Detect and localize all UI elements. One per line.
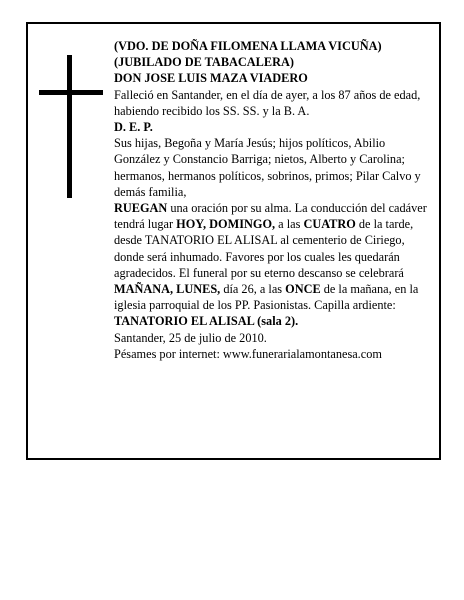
cross-horizontal-bar: [39, 90, 103, 95]
place-date: Santander, 25 de julio de 2010.: [114, 330, 267, 345]
widower-line: (VDO. DE DOÑA FILOMENA LLAMA VICUÑA): [114, 39, 382, 53]
family-list: Sus hijas, Begoña y María Jesús; hijos políticos, Abilio González y Constancio Barriga; nietos, Alberto y Carolina; hermanos, hermanos políticos, sobrinos, primos; Pilar Calvo y demás familia,: [114, 136, 421, 199]
obituary-notice: [26, 22, 441, 460]
today-sunday-text: HOY, DOMINGO,: [176, 217, 276, 232]
deceased-name: DON JOSE LUIS MAZA VIADERO: [114, 71, 308, 86]
rip-line: D. E. P.: [114, 120, 153, 135]
ruegan-text: RUEGAN: [114, 201, 168, 216]
eleven-text: ONCE: [285, 282, 321, 297]
tomorrow-monday-text: MAÑANA, LUNES,: [114, 282, 221, 297]
cross-vertical-bar: [67, 55, 72, 198]
death-announcement: Falleció en Santander, en el día de ayer, a los 87 años de edad, habiendo recibido los SS. SS. y la B. A.: [114, 87, 421, 118]
retired-line: (JUBILADO DE TABACALERA): [114, 55, 294, 70]
notice-text: [114, 38, 434, 362]
ceremony-details: RUEGAN una oración por su alma. La conducción del cadáver tendrá lugar HOY, DOMINGO, a las CUATRO de la tarde, desde TANATORIO EL ALISAL al cementerio de Ciriego, donde será inhumado. Favores por los cuales les quedarán agradecidos. El funeral por su eterno descanso se celebrará MAÑANA, LUNES, día 26, a las ONCE de la mañana, en la iglesia parroquial de los PP. Pasionistas. Capilla ardiente: TANATORIO EL ALISAL (sala 2).: [114, 201, 427, 329]
condolences-line: Pésames por internet: www.funerarialamontanesa.com: [114, 346, 382, 361]
chapel-location: TANATORIO EL ALISAL (sala 2).: [114, 314, 299, 329]
cross-icon: [39, 55, 103, 198]
four-text: CUATRO: [303, 217, 356, 232]
